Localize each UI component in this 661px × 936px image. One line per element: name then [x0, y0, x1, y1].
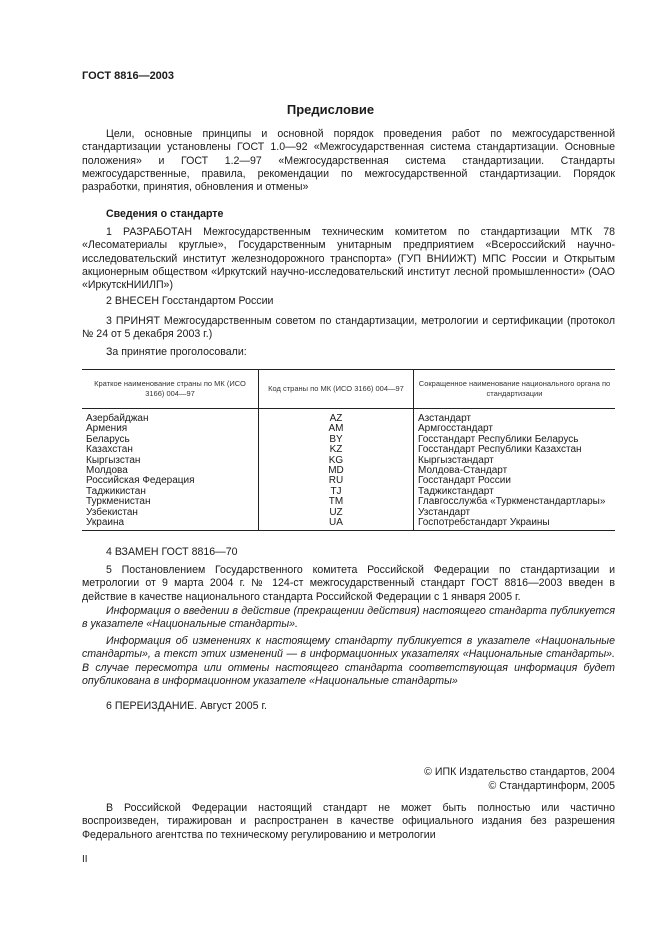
code-cell: TM: [259, 497, 414, 507]
page-number: II: [82, 854, 88, 865]
column-header-code: Код страны по МК (ИСО 3166) 004—97: [259, 370, 414, 409]
item-1-developed: 1 РАЗРАБОТАН Межгосударственным техническим комитетом по стандартизации МТК 78 «Лесоматериалы круглые», Государственным унитарным предприятием «Всероссийский научно-исследовательский институт железнодорожного транспорта» (ГУП ВНИИЖТ) МПС России и Открытым акционерным обществом «Иркутский научно-исследовательский институт лесной промышленности» (ОАО «ИркутскНИИЛП»): [82, 226, 615, 292]
item-4-replaces: 4 ВЗАМЕН ГОСТ 8816—70: [106, 546, 238, 558]
copyright-publisher: © ИПК Издательство стандартов, 2004: [424, 766, 615, 778]
table-row: [82, 409, 615, 425]
body-cell: Узстандарт: [418, 506, 471, 518]
body-cell: Госстандарт Республики Беларусь: [418, 433, 579, 445]
country-cell: Армения: [82, 424, 259, 434]
country-cell: Молдова: [82, 466, 259, 476]
copyright-standartinform: © Стандартинформ, 2005: [488, 780, 615, 792]
country-cell: Казахстан: [82, 445, 259, 455]
body-cell: Госстандарт России: [418, 475, 511, 487]
info-publication-note: Информация о введении в действие (прекращении действия) настоящего стандарта публикуется в указателе «Национальные стандарты».: [82, 605, 615, 631]
item-6-reissue: 6 ПЕРЕИЗДАНИЕ. Август 2005 г.: [106, 700, 267, 712]
country-cell: Азербайджан: [82, 409, 259, 425]
voted-label: За принятие проголосовали:: [106, 346, 247, 358]
body-cell: Госстандарт Республики Казахстан: [418, 444, 582, 456]
info-changes-note: Информация об изменениях к настоящему стандарту публикуется в указателе «Национальные стандарты», а текст этих изменений — в информационных указателях «Национальные стандарты». В случае пересмотра или отмены настоящего стандарта соответствующая информация будет опубликована в информационном указателе «Национальные стандарты»: [82, 635, 615, 687]
item-5-resolution: 5 Постановлением Государственного комитета Российской Федерации по стандартизации и метрологии от 9 марта 2004 г. № 124-ст межгосударственный стандарт ГОСТ 8816—2003 введен в действие в качестве национального стандарта Российской Федерации с 1 января 2005 г.: [82, 564, 615, 603]
code-cell: BY: [259, 435, 414, 445]
column-header-body: Сокращенное наименование национального органа по стандартизации: [414, 370, 616, 409]
country-cell: Узбекистан: [82, 508, 259, 518]
code-cell: UA: [259, 518, 414, 531]
code-cell: KZ: [259, 445, 414, 455]
info-heading: Сведения о стандарте: [106, 208, 224, 220]
country-cell: Таджикистан: [82, 487, 259, 497]
country-cell: Украина: [82, 518, 259, 531]
country-cell: Кыргызстан: [82, 456, 259, 466]
table-header-row: [82, 370, 615, 409]
code-cell: AZ: [259, 409, 414, 425]
country-cell: Российская Федерация: [82, 476, 259, 486]
body-cell: Главгосслужба «Туркменстандартлары»: [418, 496, 606, 508]
country-cell: Беларусь: [82, 435, 259, 445]
code-cell: RU: [259, 476, 414, 486]
body-cell: Азстандарт: [418, 413, 472, 424]
code-cell: MD: [259, 466, 414, 476]
body-cell: Кыргызстандарт: [418, 454, 494, 466]
table-row: [82, 445, 615, 455]
body-cell: Таджикстандарт: [418, 485, 494, 497]
table-row: [82, 476, 615, 486]
code-cell: AM: [259, 424, 414, 434]
table-row: [82, 518, 615, 531]
reproduction-notice: В Российской Федерации настоящий стандарт не может быть полностью или частично воспроизведен, тиражирован и распространен в качестве официального издания без разрешения Федерального агентства по техническому регулированию и метрологии: [82, 802, 615, 841]
table-row: [82, 497, 615, 507]
code-cell: TJ: [259, 487, 414, 497]
code-cell: UZ: [259, 508, 414, 518]
item-2-introduced: 2 ВНЕСЕН Госстандартом России: [106, 295, 274, 307]
country-cell: Туркменистан: [82, 497, 259, 507]
body-cell: Армгосстандарт: [418, 423, 493, 435]
code-cell: KG: [259, 456, 414, 466]
intro-paragraph: Цели, основные принципы и основной порядок проведения работ по межгосударственной стандартизации установлены ГОСТ 1.0—92 «Межгосударственная система стандартизации. Основные положения» и ГОСТ 1.2—97 «Межгосударственная система стандартизации. Стандарты межгосударственные, правила, рекомендации по межгосударственной стандартизации. Порядок разработки, принятия, обновления и отмены»: [82, 128, 615, 194]
body-cell: Молдова-Стандарт: [418, 465, 508, 477]
voting-countries-table: [82, 369, 615, 531]
page-title: Предисловие: [286, 102, 375, 117]
column-header-country: Краткое наименование страны по МК (ИСО 3166) 004—97: [82, 370, 259, 409]
body-cell: Госпотребстандарт Украины: [414, 518, 616, 531]
table-row: [82, 456, 615, 466]
item-3-adopted: 3 ПРИНЯТ Межгосударственным советом по стандартизации, метрологии и сертификации (протокол № 24 от 5 декабря 2003 г.): [82, 315, 615, 341]
standard-header: ГОСТ 8816—2003: [82, 70, 175, 82]
